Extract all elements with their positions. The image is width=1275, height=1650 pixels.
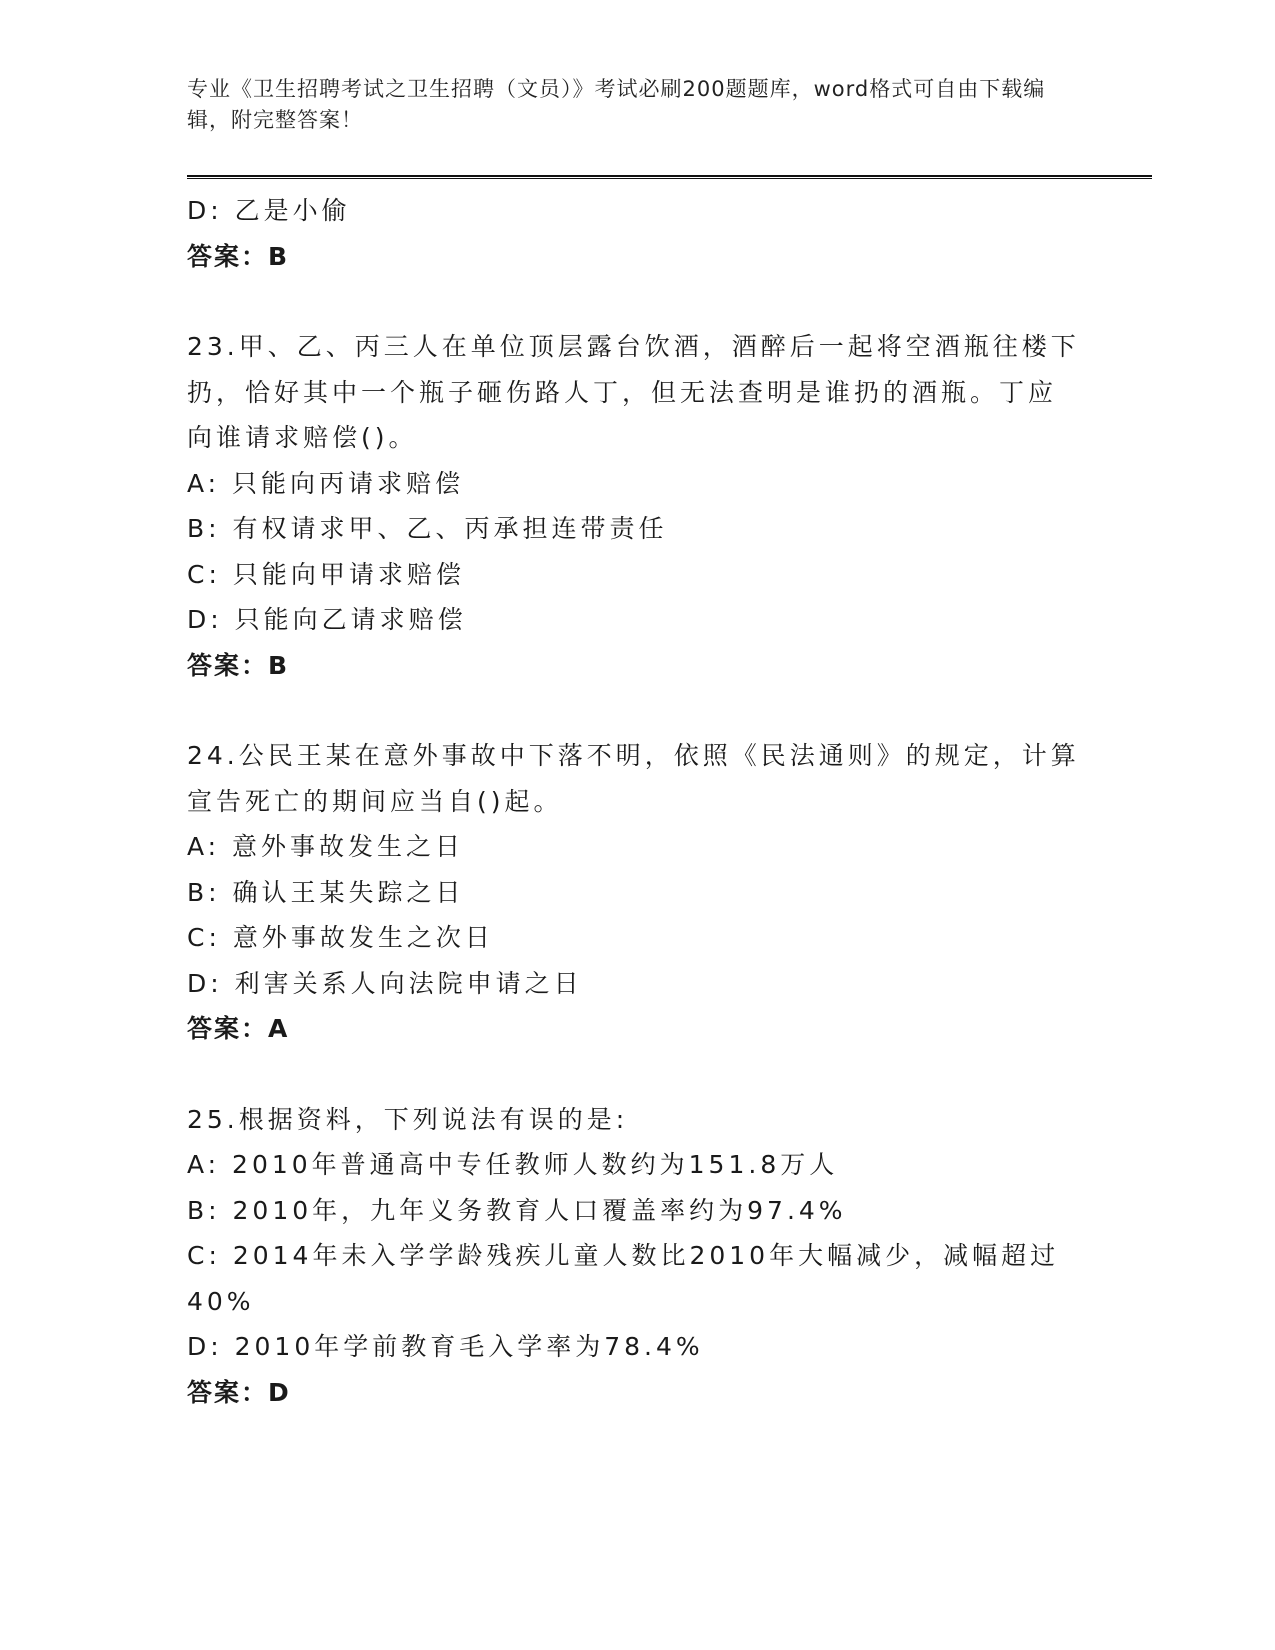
question-stem-line: 24.公民王某在意外事故中下落不明，依照《民法通则》的规定，计算 bbox=[187, 741, 1080, 770]
question-stem-line: 宣告死亡的期间应当自()起。 bbox=[187, 786, 563, 816]
question-stem-line: 23.甲、乙、丙三人在单位顶层露台饮酒，酒醉后一起将空酒瓶往楼下 bbox=[187, 332, 1080, 361]
answer: 答案：B bbox=[187, 650, 290, 680]
option-c: C: 只能向甲请求赔偿 bbox=[187, 559, 465, 589]
question-content bbox=[187, 188, 1087, 1415]
option-d: D: 只能向乙请求赔偿 bbox=[187, 605, 467, 634]
option-d: D: 2010年学前教育毛入学率为78.4% bbox=[187, 1332, 704, 1361]
question-23 bbox=[187, 324, 1087, 688]
answer: 答案：D bbox=[187, 1377, 291, 1407]
option-d: D: 利害关系人向法院申请之日 bbox=[187, 968, 583, 998]
option-b: B: 2010年，九年义务教育人口覆盖率约为97.4% bbox=[187, 1195, 847, 1225]
option-c: C: 意外事故发生之次日 bbox=[187, 923, 494, 952]
option-a: A: 2010年普通高中专任教师人数约为151.8万人 bbox=[187, 1150, 839, 1179]
option-a: A: 只能向丙请求赔偿 bbox=[187, 468, 465, 498]
answer: 答案：B bbox=[187, 241, 290, 271]
question-25 bbox=[187, 1097, 1087, 1416]
option-c: C: 2014年未入学学龄残疾儿童人数比2010年大幅减少，减幅超过 bbox=[187, 1241, 1060, 1270]
page-header: 专业《卫生招聘考试之卫生招聘（文员）》考试必刷200题题库，word格式可自由下载编辑，附完整答案！ bbox=[187, 77, 1046, 132]
option-d: D: 乙是小偷 bbox=[187, 196, 351, 225]
header-divider bbox=[187, 175, 1152, 179]
answer: 答案：A bbox=[187, 1014, 290, 1043]
question-stem-line: 扔，恰好其中一个瓶子砸伤路人丁，但无法查明是谁扔的酒瓶。丁应 bbox=[187, 377, 1058, 407]
question-stem-line: 向谁请求赔偿()。 bbox=[187, 423, 418, 452]
question-stem-line: 25.根据资料，下列说法有误的是: bbox=[187, 1104, 629, 1134]
option-b: B: 确认王某失踪之日 bbox=[187, 877, 465, 907]
option-b: B: 有权请求甲、乙、丙承担连带责任 bbox=[187, 514, 668, 543]
question-24 bbox=[187, 733, 1087, 1052]
option-c-continued: 40% bbox=[187, 1286, 255, 1316]
option-a: A: 意外事故发生之日 bbox=[187, 832, 465, 861]
